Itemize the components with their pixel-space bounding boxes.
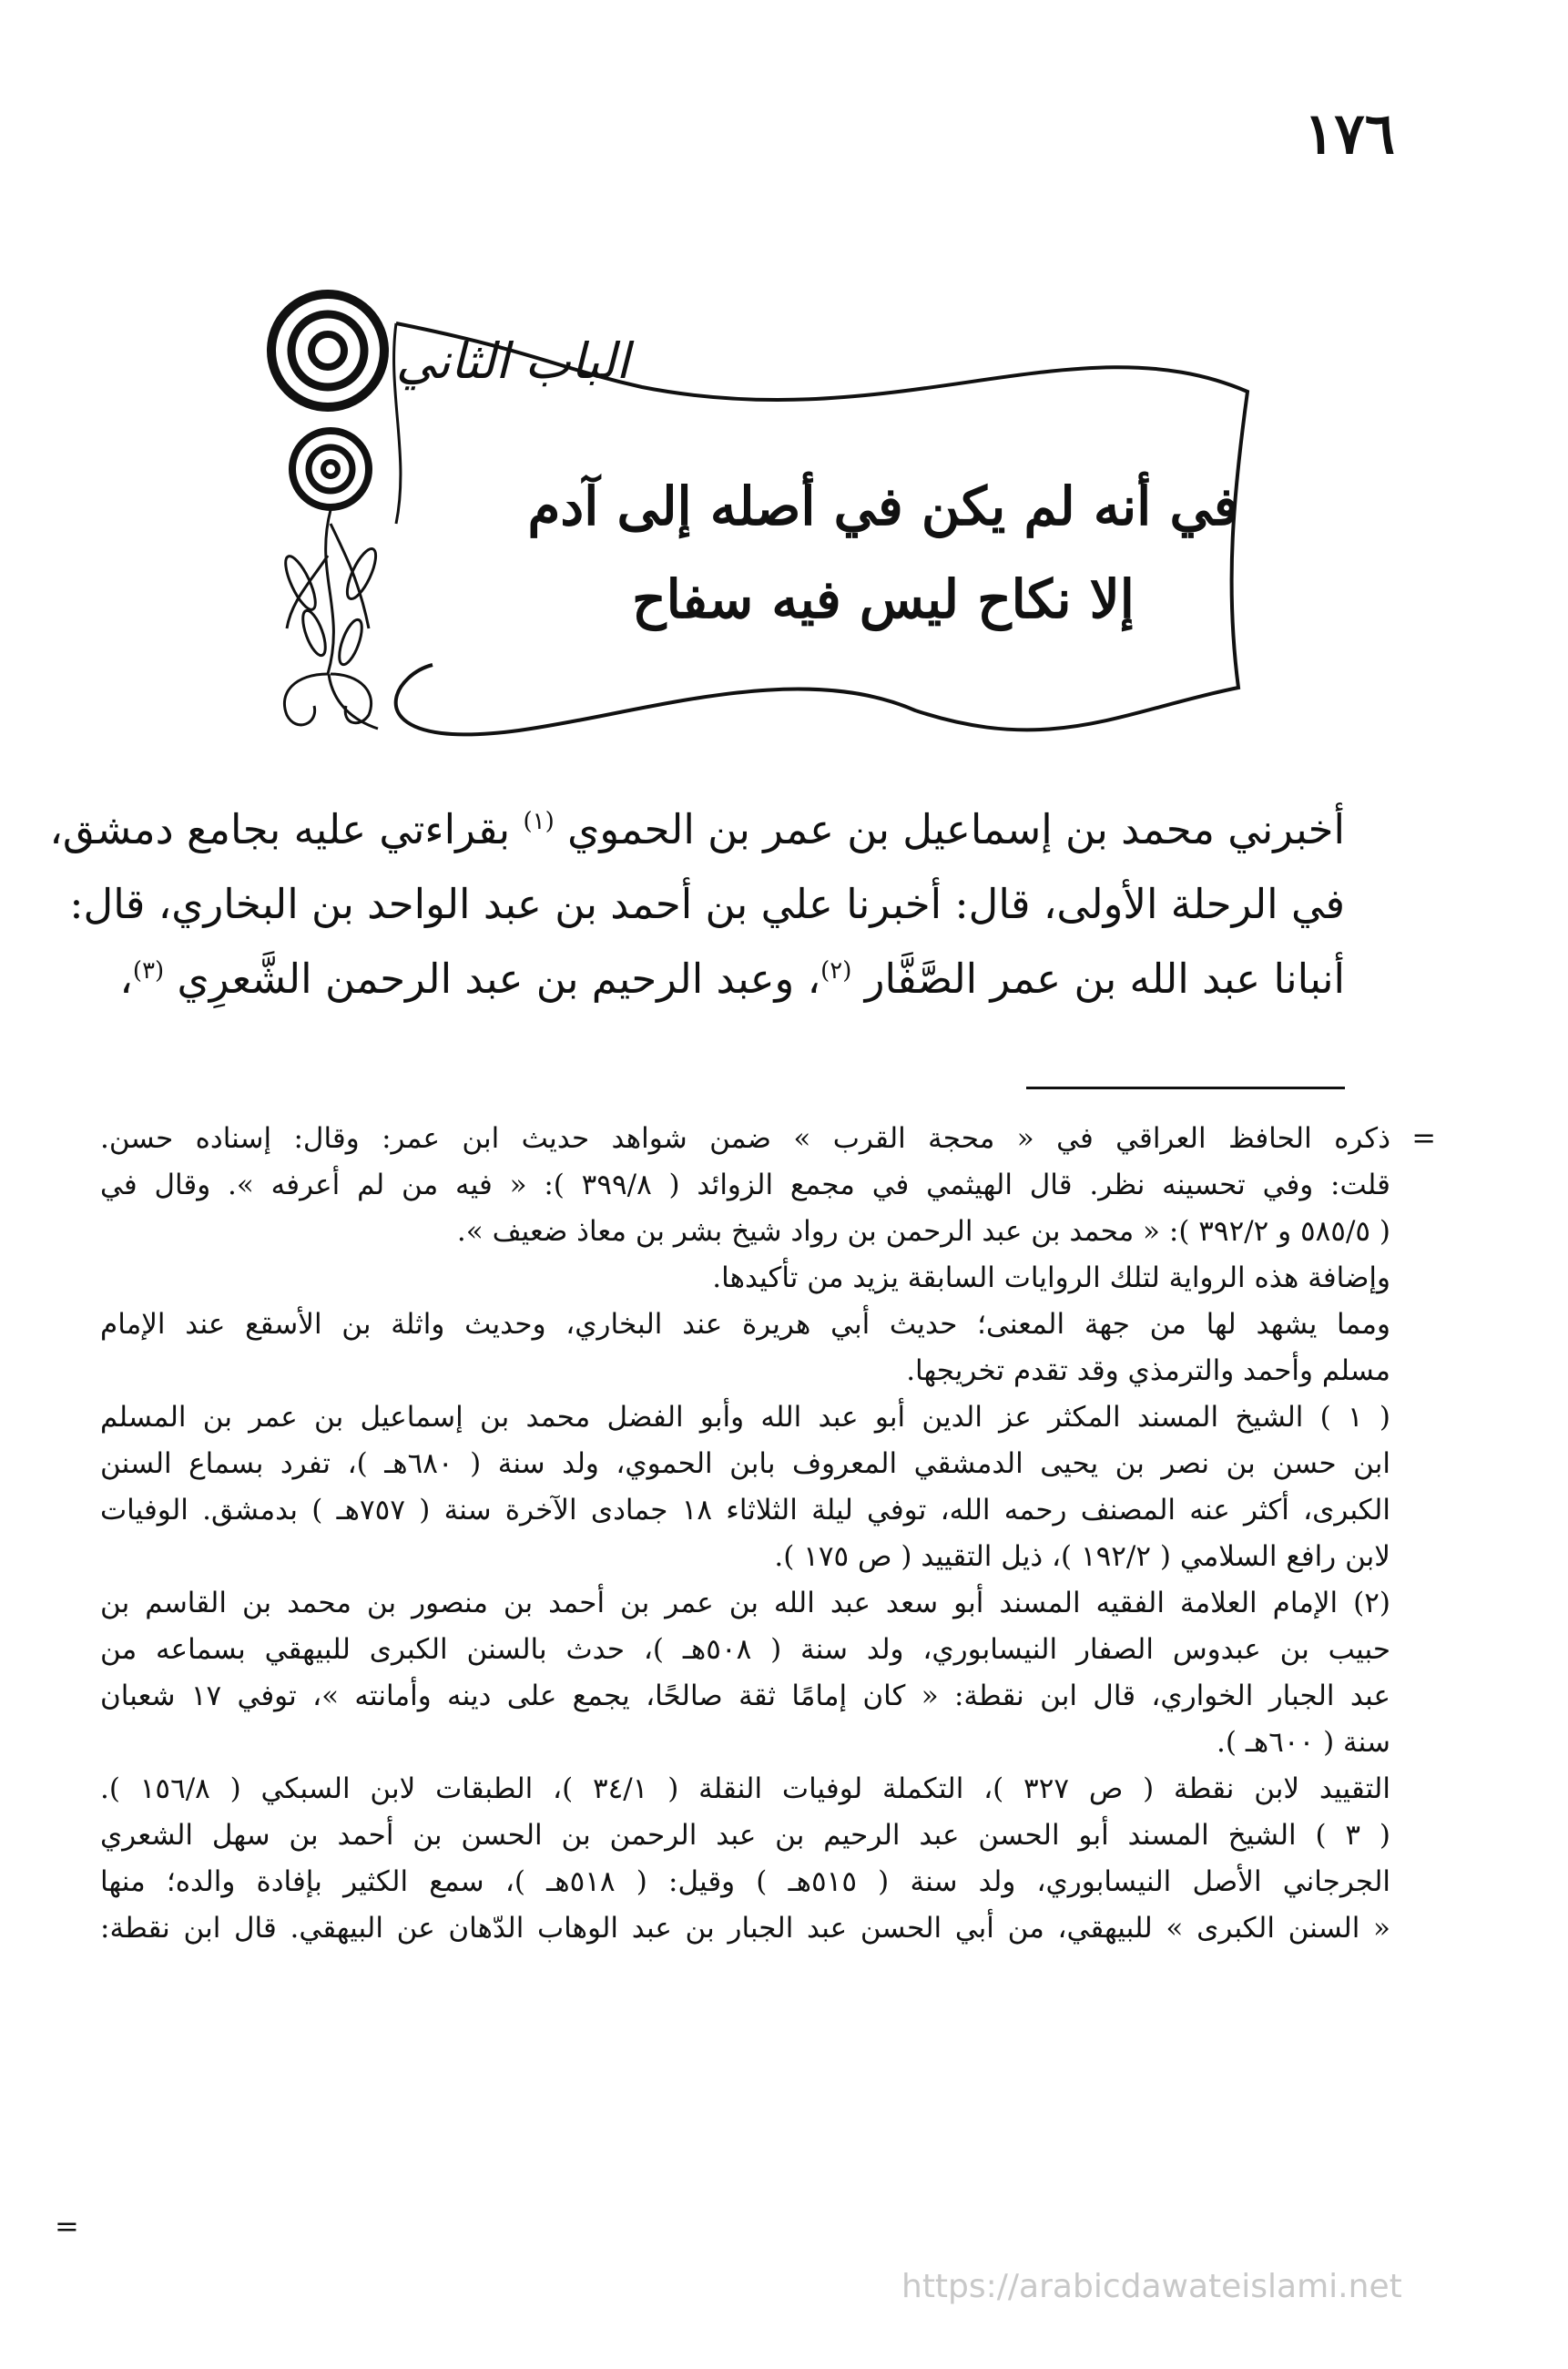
main-text bbox=[49, 792, 1345, 1016]
watermark-url: https://arabicdawateislami.net bbox=[901, 2268, 1402, 2305]
footnotes bbox=[100, 1116, 1390, 1952]
chapter-label: الباب الثاني bbox=[395, 332, 630, 390]
chapter-title bbox=[524, 460, 1243, 646]
floral-stem bbox=[280, 510, 381, 729]
continuation-mark-bottom: = bbox=[55, 2209, 79, 2243]
footnote-ref-2: (٢) bbox=[820, 957, 852, 985]
chapter-banner bbox=[260, 282, 1270, 756]
main-text-segment: ، bbox=[119, 955, 133, 1003]
footnote-line: ( ١ ) الشيخ المسند المكثر عز الدين أبو عبد الله وأبو الفضل محمد بن إسماعيل بن عمر بن المسلم bbox=[100, 1401, 1390, 1434]
chapter-title-line-1: في أنه لم يكن في أصله إلى آدم bbox=[527, 475, 1239, 537]
footnote-line: ابن حسن بن نصر بن يحيى الدمشقي المعروف بابن الحموي، ولد سنة ( ٦٨٠هـ )، تفرد بسماع السنن bbox=[100, 1447, 1390, 1480]
footnote-line: ( ٣ ) الشيخ المسند أبو الحسن عبد الرحيم بن عبد الرحمن بن الحسن بن أحمد بن سهل الشعري bbox=[100, 1819, 1390, 1852]
footnote-line: حبيب بن عبدوس الصفار النيسابوري، ولد سنة ( ٥٠٨هـ )، حدث بالسنن الكبرى للبيهقي بسماعه من bbox=[100, 1633, 1390, 1666]
footnote-line: وإضافة هذه الرواية لتلك الروايات السابقة يزيد من تأكيدها. bbox=[712, 1261, 1390, 1294]
footnote-line: الكبرى، أكثر عنه المصنف رحمه الله، توفي ليلة الثلاثاء ١٨ جمادى الآخرة سنة ( ٧٥٧هـ ) بدمشق. الوفيات bbox=[100, 1494, 1390, 1527]
footnote-line: قلت: وفي تحسينه نظر. قال الهيثمي في مجمع الزوائد ( ٣٩٩/٨ ): « فيه من لم أعرفه ». وقال في bbox=[100, 1169, 1390, 1201]
footnote-line: الجرجاني الأصل النيسابوري، ولد سنة ( ٥١٥هـ ) وقيل: ( ٥١٨هـ )، سمع الكثير بإفادة والده؛ منها bbox=[100, 1865, 1390, 1898]
chapter-title-line-2: إلا نكاح ليس فيه سفاح bbox=[632, 568, 1135, 630]
main-text-segment: أخبرني محمد بن إسماعيل بن عمر بن الحموي bbox=[567, 805, 1345, 853]
footnote-line: مسلم وأحمد والترمذي وقد تقدم تخريجها. bbox=[906, 1354, 1390, 1387]
main-text-segment: أنبانا عبد الله بن عمر الصَّفَّار bbox=[864, 955, 1345, 1003]
footnote-ref-3: (٣) bbox=[132, 957, 165, 985]
footnote-line: « السنن الكبرى » للبيهقي، من أبي الحسن عبد الجبار بن عبد الوهاب الدّهان عن البيهقي. قال ابن نقطة: bbox=[100, 1912, 1390, 1945]
footnote-line: ذكره الحافظ العراقي في « محجة القرب » ضمن شواهد حديث ابن عمر: وقال: إسناده حسن. bbox=[100, 1122, 1390, 1155]
footnote-line: ( ٥٨٥/٥ و ٣٩٢/٢ ): « محمد بن عبد الرحمن بن رواد شيخ بشر بن معاذ ضعيف ». bbox=[456, 1215, 1390, 1248]
main-text-line-1 bbox=[49, 792, 1345, 867]
footnote-ref-1: (١) bbox=[523, 808, 555, 835]
footnote-line: عبد الجبار الخواري، قال ابن نقطة: « كان إمامًا ثقة صالحًا، يجمع على دينه وأمانته »، توفي ١٧ شعبان bbox=[100, 1680, 1390, 1712]
main-text-line-2: في الرحلة الأولى، قال: أخبرنا علي بن أحمد بن عبد الواحد بن البخاري، قال: bbox=[69, 880, 1345, 928]
footnote-separator bbox=[1026, 1087, 1345, 1089]
footnote-line: لابن رافع السلامي ( ١٩٢/٢ )، ذيل التقييد ( ص ١٧٥ ). bbox=[774, 1540, 1390, 1573]
footnote-line: التقييد لابن نقطة ( ص ٣٢٧ )، التكملة لوفيات النقلة ( ٣٤/١ )، الطبقات لابن السبكي ( ١٥٦/٨ ). bbox=[100, 1772, 1390, 1805]
footnote-line: سنة ( ٦٠٠هـ ). bbox=[1217, 1726, 1390, 1759]
main-text-line-3 bbox=[119, 942, 1345, 1016]
spiral-ornament-middle bbox=[292, 431, 369, 507]
footnote-line: (٢) الإمام العلامة الفقيه المسند أبو سعد عبد الله بن عمر بن أحمد بن منصور بن محمد بن القاسم بن bbox=[100, 1587, 1390, 1619]
main-text-segment: ، وعبد الرحيم بن عبد الرحمن الشَّعرِي bbox=[177, 955, 821, 1003]
main-text-segment: بقراءتي عليه بجامع دمشق، bbox=[49, 805, 511, 853]
spiral-ornament-top bbox=[271, 294, 384, 407]
footnote-line: ومما يشهد لها من جهة المعنى؛ حديث أبي هريرة عند البخاري، وحديث واثلة بن الأسقع عند الإمام bbox=[100, 1308, 1390, 1341]
page-number: ١٧٦ bbox=[1304, 100, 1395, 167]
continuation-mark-top: = bbox=[1411, 1120, 1436, 1155]
